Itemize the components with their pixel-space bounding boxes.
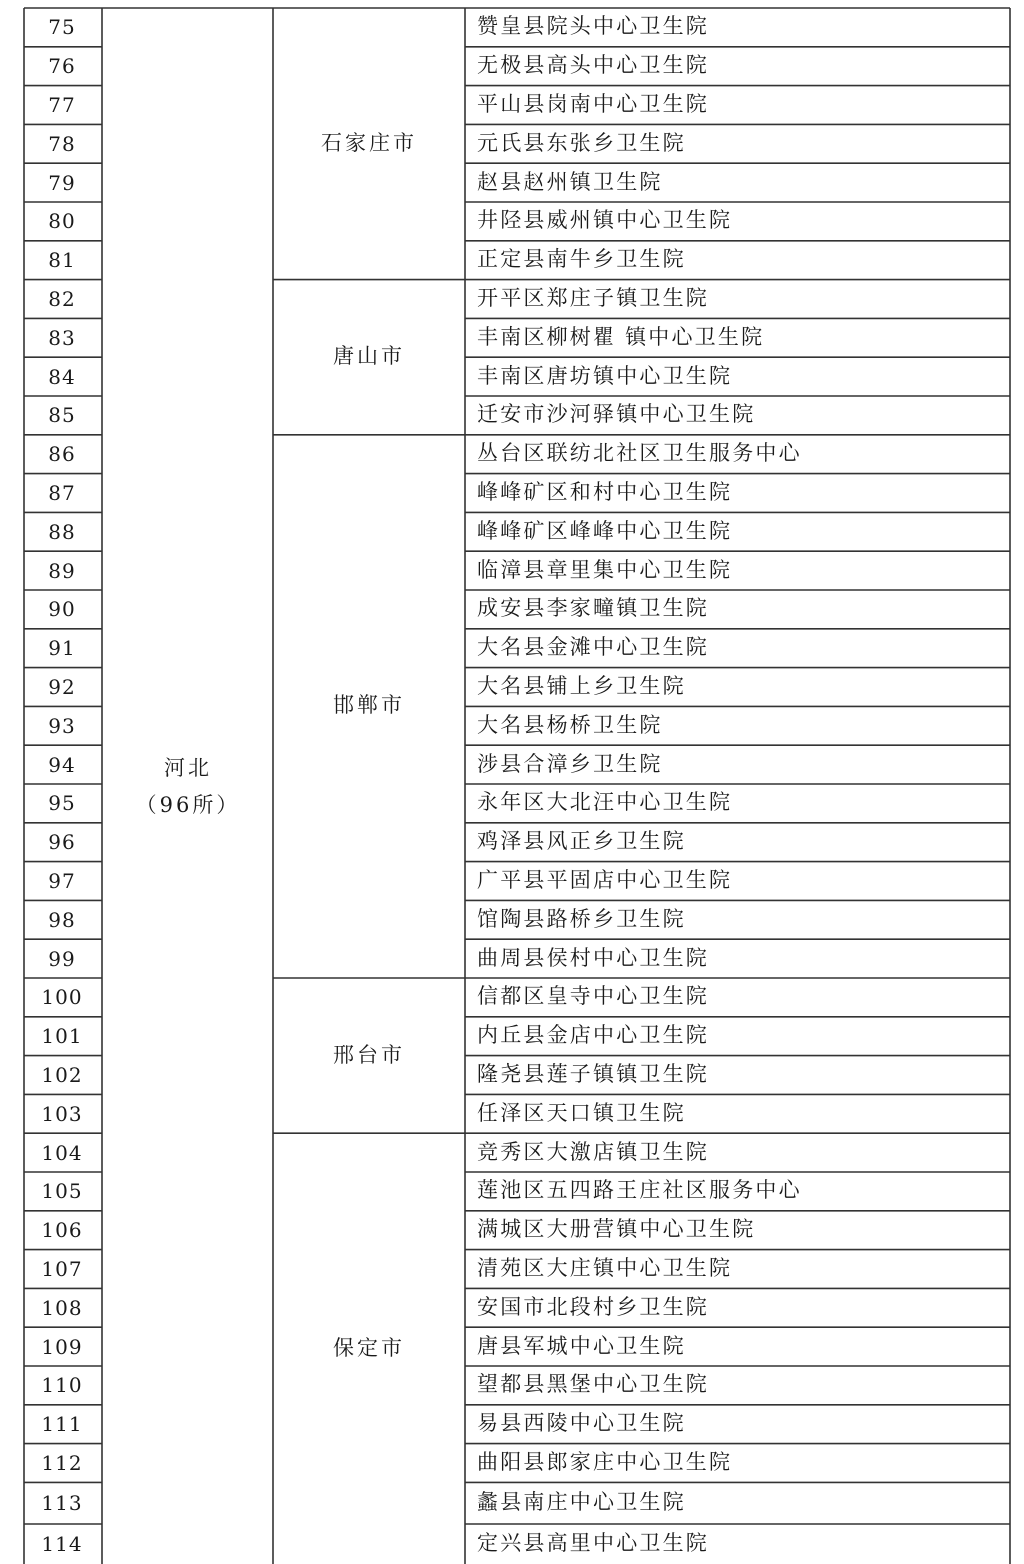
hospital-name: 广平县平固店中心卫生院 (477, 868, 733, 892)
hospital-name: 隆尧县莲子镇镇卫生院 (477, 1062, 709, 1086)
city-name: 唐山市 (333, 344, 405, 369)
row-number: 102 (41, 1063, 83, 1087)
hospital-name: 元氏县东张乡卫生院 (477, 130, 686, 155)
row-number: 112 (41, 1451, 83, 1475)
row-number: 89 (48, 558, 76, 583)
hospital-name: 任泽区天口镇卫生院 (477, 1100, 686, 1125)
row-number: 77 (48, 93, 76, 117)
hospital-name: 鸡泽县风正乡卫生院 (477, 829, 686, 854)
hospital-name: 清苑区大庄镇中心卫生院 (477, 1256, 733, 1280)
row-number: 114 (41, 1532, 83, 1556)
row-number: 82 (48, 287, 76, 311)
row-number: 86 (48, 442, 76, 467)
hospital-name: 竞秀区大激店镇卫生院 (477, 1139, 709, 1164)
row-number: 96 (48, 830, 76, 855)
row-number: 81 (48, 248, 76, 273)
hospital-name: 迁安市沙河驿镇中心卫生院 (477, 402, 756, 427)
hospital-name: 涉县合漳乡卫生院 (477, 751, 663, 776)
hospital-name: 内丘县金店中心卫生院 (477, 1023, 709, 1048)
row-number: 99 (48, 946, 76, 971)
row-number: 75 (48, 15, 76, 40)
hospital-name: 开平区郑庄子镇卫生院 (477, 286, 709, 310)
hospital-name: 永年区大北汪中心卫生院 (477, 790, 733, 815)
row-number: 85 (48, 403, 76, 428)
hospital-name: 井陉县威州镇中心卫生院 (477, 208, 733, 233)
city-name: 邯郸市 (333, 693, 405, 718)
row-number: 92 (48, 675, 76, 699)
row-number: 109 (41, 1334, 83, 1359)
hospital-name: 曲周县侯村中心卫生院 (477, 945, 709, 970)
hospital-name: 定兴县高里中心卫生院 (477, 1531, 709, 1555)
row-number: 107 (41, 1257, 83, 1281)
hospital-name: 信都区皇寺中心卫生院 (477, 984, 709, 1009)
row-number: 80 (48, 209, 76, 234)
row-number: 101 (41, 1024, 83, 1049)
row-number: 87 (48, 481, 76, 505)
row-number: 95 (48, 791, 76, 816)
row-number: 105 (41, 1179, 83, 1204)
row-number: 104 (41, 1140, 83, 1165)
hospital-name: 莲池区五四路王庄社区服务中心 (477, 1178, 802, 1203)
hospital-name: 丰南区柳树瞿 镇中心卫生院 (477, 324, 765, 349)
hospital-name: 安国市北段村乡卫生院 (477, 1294, 709, 1319)
hospital-name: 馆陶县路桥乡卫生院 (477, 906, 686, 931)
hospital-name: 赵县赵州镇卫生院 (477, 169, 663, 194)
hospital-name: 大名县杨桥卫生院 (477, 712, 663, 737)
row-number: 93 (48, 713, 76, 738)
hospital-name: 无极县高头中心卫生院 (477, 53, 709, 78)
row-number: 111 (41, 1412, 83, 1437)
row-number: 97 (48, 869, 76, 893)
province-count: （96所） (135, 793, 241, 817)
row-number: 78 (48, 131, 76, 156)
row-number: 91 (48, 636, 76, 661)
row-number: 98 (48, 907, 76, 932)
row-number: 88 (48, 519, 76, 544)
city-name: 邢台市 (333, 1042, 405, 1067)
row-number: 79 (48, 170, 76, 195)
row-number: 84 (48, 364, 76, 389)
row-number: 100 (41, 985, 83, 1010)
hospital-name: 曲阳县郎家庄中心卫生院 (477, 1450, 733, 1474)
row-number: 113 (41, 1491, 83, 1516)
row-number: 110 (41, 1373, 83, 1398)
hospital-name: 丛台区联纺北社区卫生服务中心 (477, 441, 802, 466)
hospital-name: 唐县军城中心卫生院 (477, 1333, 686, 1358)
hospital-name: 赞皇县院头中心卫生院 (477, 14, 709, 39)
hospital-name: 大名县铺上乡卫生院 (477, 674, 686, 698)
hospital-name: 易县西陵中心卫生院 (477, 1411, 686, 1436)
row-number: 94 (48, 752, 76, 777)
row-number: 90 (48, 597, 76, 622)
hospital-name: 临漳县章里集中心卫生院 (477, 557, 733, 582)
hospital-name: 丰南区唐坊镇中心卫生院 (477, 363, 733, 388)
hospital-name: 正定县南牛乡卫生院 (477, 247, 686, 272)
hospital-name: 满城区大册营镇中心卫生院 (477, 1217, 756, 1242)
hospital-name: 平山县岗南中心卫生院 (477, 92, 709, 116)
province-name: 河北 (164, 756, 212, 780)
hospital-name: 大名县金滩中心卫生院 (477, 635, 709, 660)
city-name: 保定市 (333, 1335, 405, 1360)
hospital-name: 望都县黑堡中心卫生院 (477, 1372, 709, 1397)
row-number: 106 (41, 1218, 83, 1243)
hospital-name: 峰峰矿区峰峰中心卫生院 (477, 518, 733, 543)
row-number: 108 (41, 1295, 83, 1320)
row-number: 83 (48, 325, 76, 350)
hospital-name: 成安县李家疃镇卫生院 (477, 596, 709, 621)
city-name: 石家庄市 (321, 130, 417, 155)
row-number: 103 (41, 1101, 83, 1126)
hospital-name: 蠡县南庄中心卫生院 (477, 1490, 686, 1515)
row-number: 76 (48, 54, 76, 79)
hospital-name: 峰峰矿区和村中心卫生院 (477, 480, 733, 504)
